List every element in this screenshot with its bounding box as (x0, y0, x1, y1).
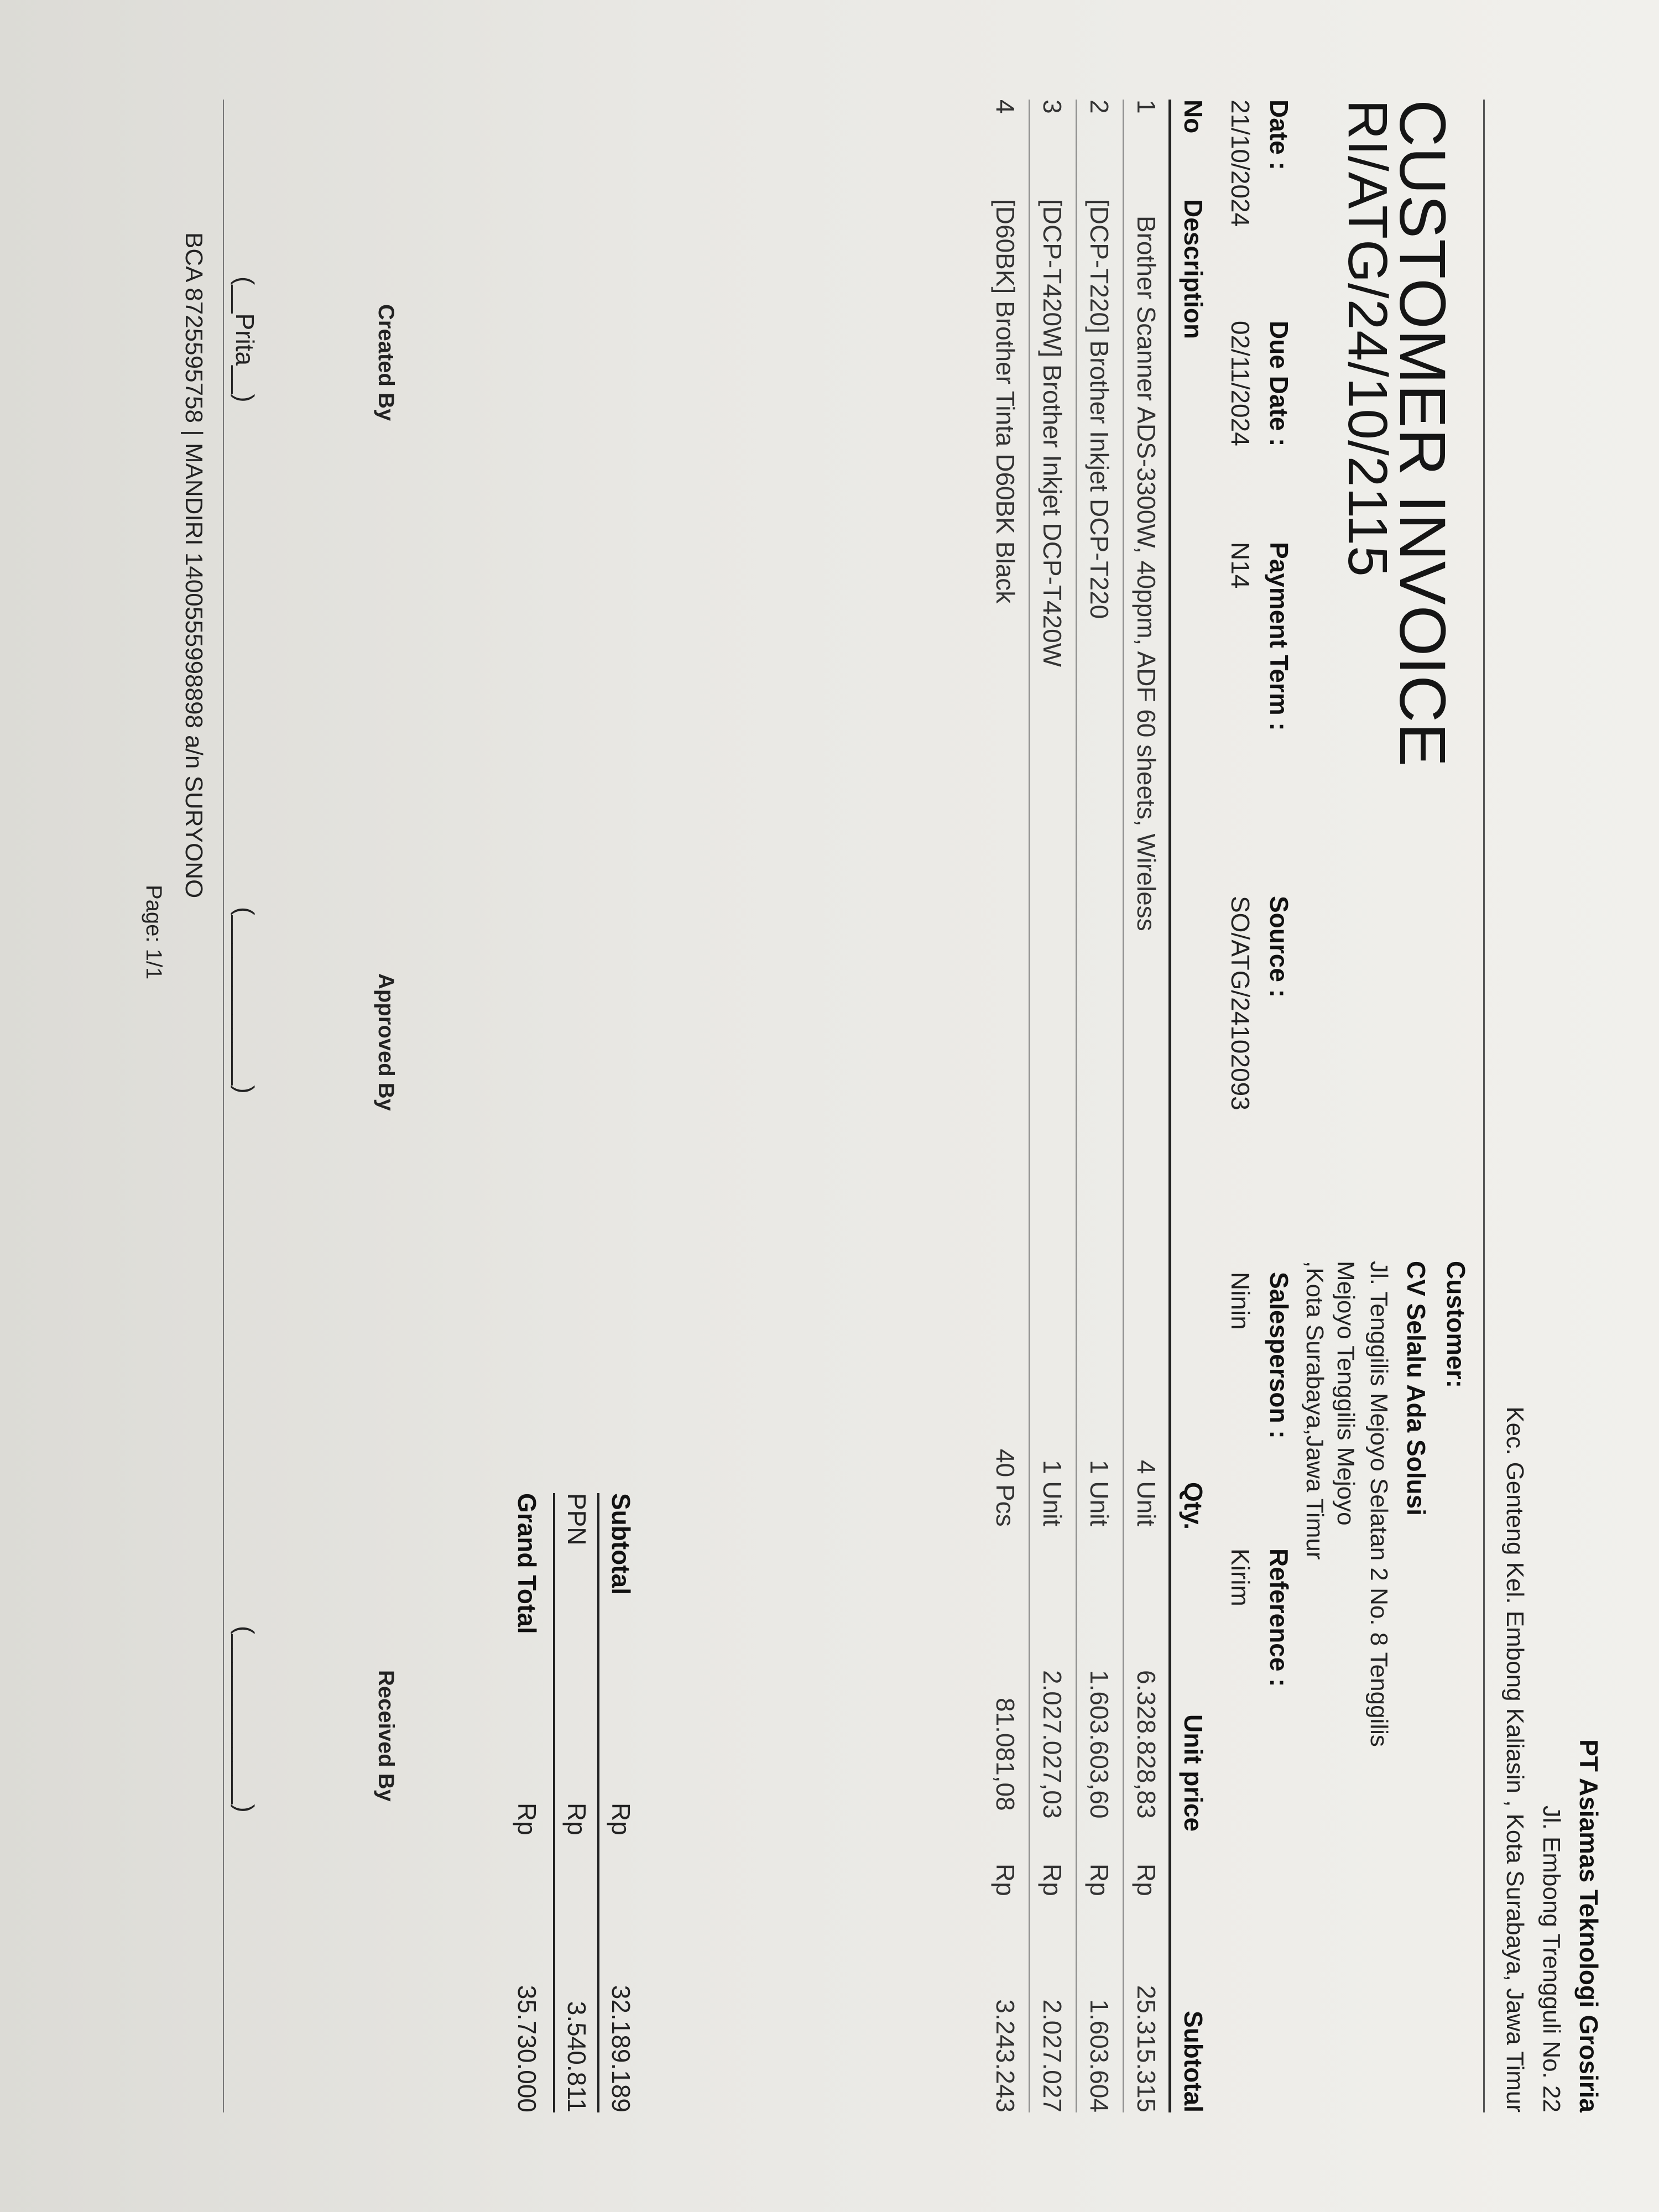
header-unit-price: Unit price (1179, 1714, 1208, 1832)
date-value: 21/10/2024 (1226, 100, 1255, 227)
customer-address-line3: ,Kota Surabaya,Jawa Timur (1301, 1261, 1328, 1560)
invoice-document (116, 33, 1631, 2135)
grand-total-currency: Rp (513, 1803, 541, 1835)
created-by-name: (__Prita__) (231, 276, 259, 403)
subtotal-label: Subtotal (607, 1493, 635, 1595)
row-divider (1076, 100, 1077, 2112)
row4-subtotal: 3.243.243 (991, 1999, 1020, 2112)
date-label: Date : (1265, 100, 1293, 170)
row4-description: [D60BK] Brother Tinta D60BK Black (991, 199, 1020, 604)
row1-currency: Rp (1132, 1864, 1161, 1896)
table-header-rule (1168, 100, 1171, 2112)
customer-name: CV Selalu Ada Solusi (1402, 1261, 1431, 1516)
row2-unit-price: 1.603.603,60 (1085, 1670, 1114, 1819)
row3-qty: 1 Unit (1038, 1460, 1067, 1527)
salesperson-value: Ninin (1226, 1272, 1255, 1330)
row2-qty: 1 Unit (1085, 1460, 1114, 1527)
source-label: Source : (1265, 896, 1293, 998)
header-qty: Qty. (1179, 1482, 1208, 1530)
customer-address-line2: Mejoyo Tenggilis Mejoyo (1332, 1261, 1359, 1526)
row-divider (1123, 100, 1124, 2112)
company-name: PT Asiamas Teknologi Grosiria (1574, 1739, 1603, 2112)
row3-description: [DCP-T420W] Brother Inkjet DCP-T420W (1038, 199, 1067, 667)
company-address-line2: Kec. Genteng Kel. Embong Kaliasin , Kota Surabaya, Jawa Timur (1501, 1406, 1528, 2112)
row3-no: 3 (1038, 100, 1067, 114)
subtotal-value: 32.189.189 (607, 1985, 635, 2112)
due-date-label: Due Date : (1265, 321, 1293, 447)
row4-no: 4 (991, 100, 1020, 114)
row3-subtotal: 2.027.027 (1038, 1999, 1067, 2112)
totals-rule (553, 1493, 555, 2112)
header-description: Description (1179, 199, 1208, 340)
payment-term-value: N14 (1226, 542, 1255, 589)
invoice-number: RI/ATG/24/10/2115 (1337, 100, 1399, 577)
ppn-label: PPN (562, 1493, 591, 1546)
page-number: Page: 1/1 (142, 885, 166, 980)
row4-unit-price: 81.081,08 (991, 1698, 1020, 1811)
row3-unit-price: 2.027.027,03 (1038, 1670, 1067, 1819)
row1-unit-price: 6.328.828,83 (1132, 1670, 1161, 1819)
received-by-name: (____________) (231, 1626, 259, 1813)
row2-currency: Rp (1085, 1864, 1114, 1896)
subtotal-currency: Rp (607, 1803, 635, 1835)
row2-no: 2 (1085, 100, 1114, 114)
header-rule (1483, 100, 1485, 2112)
source-value: SO/ATG/24102093 (1226, 896, 1255, 1110)
row4-currency: Rp (991, 1864, 1020, 1896)
customer-address-line1: Jl. Tenggilis Mejoyo Selatan 2 No. 8 Tenggilis (1365, 1261, 1392, 1747)
row4-qty: 40 Pcs (991, 1449, 1020, 1527)
header-no: No (1179, 100, 1208, 134)
row2-description: [DCP-T220] Brother Inkjet DCP-T220 (1085, 199, 1114, 619)
row1-qty: 4 Unit (1132, 1460, 1161, 1527)
grand-total-value: 35.730.000 (513, 1985, 541, 2112)
created-by-label: Created By (374, 304, 398, 421)
row1-subtotal: 25.315.315 (1132, 1985, 1161, 2112)
approved-by-name: (____________) (231, 907, 259, 1094)
row1-no: 1 (1132, 100, 1161, 114)
totals-rule (597, 1493, 599, 2112)
due-date-value: 02/11/2024 (1226, 321, 1255, 446)
reference-label: Reference : (1265, 1548, 1293, 1687)
customer-label: Customer: (1442, 1261, 1470, 1389)
header-subtotal: Subtotal (1179, 2011, 1208, 2112)
received-by-label: Received By (374, 1670, 398, 1802)
row3-currency: Rp (1038, 1864, 1067, 1896)
row1-description: Brother Scanner ADS-3300W, 40ppm, ADF 60 sheets, Wireless (1132, 216, 1161, 931)
bank-info: BCA 8725595758 | MANDIRI 1400555998898 a/n SURYONO (180, 232, 207, 899)
approved-by-label: Approved By (374, 973, 398, 1111)
row-divider (1029, 100, 1030, 2112)
invoice-title: CUSTOMER INVOICE (1386, 100, 1459, 768)
grand-total-label: Grand Total (513, 1493, 541, 1634)
company-address-line1: Jl. Embong Trengguli No. 22 (1538, 1805, 1565, 2112)
row2-subtotal: 1.603.604 (1085, 1999, 1114, 2112)
ppn-value: 3.540.811 (562, 2001, 591, 2112)
footer-rule (223, 100, 224, 2112)
salesperson-label: Salesperson : (1265, 1272, 1293, 1439)
reference-value: Kirim (1226, 1548, 1255, 1606)
ppn-currency: Rp (562, 1803, 591, 1835)
payment-term-label: Payment Term : (1265, 542, 1293, 731)
